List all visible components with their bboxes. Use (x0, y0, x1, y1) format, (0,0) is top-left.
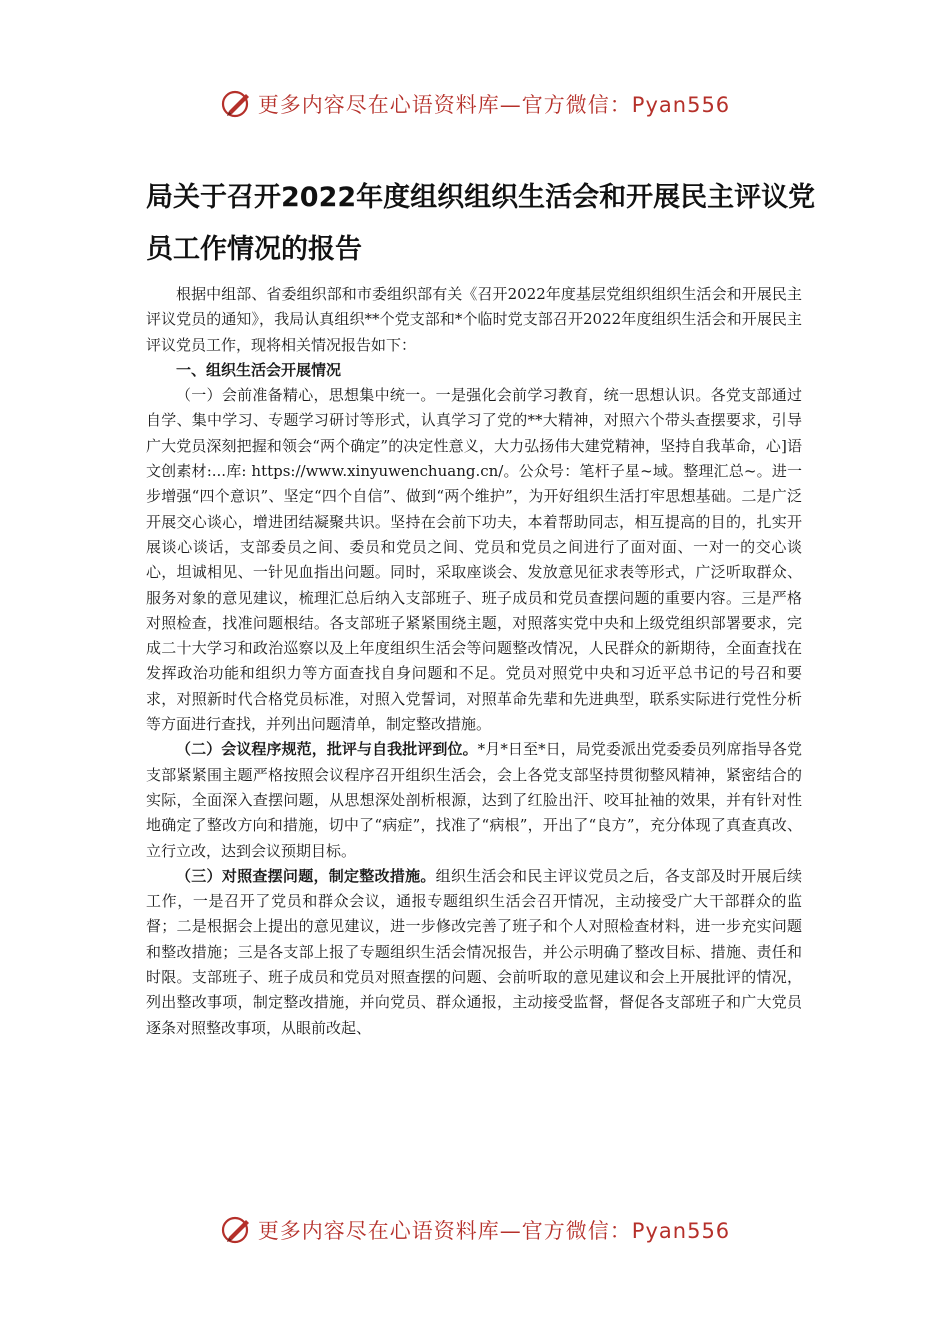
pen-logo-icon (220, 1213, 254, 1247)
subsection-1-text: 一是强化会前学习教育，统一思想认识。各党支部通过自学、集中学习、专题学习研讨等形式，认真学习了党的**大精神，对照六个带头查摆要求，引导广大党员深刻把握和领会“两个确定”的决定性意义，大力弘扬伟大建党精神，坚持自我革命，心]语文创素材:...库: https://www.xinyuwenchuang.cn/。公众号：笔杆子星~域。整理汇总~。进一步增强“四个意识”、坚定“四个自信”、做到“两个维护”，为开好组织生活打牢思想基础。二是广泛开展交心谈心，增进团结凝聚共识。坚持在会前下功夫，本着帮助同志，相互提高的目的，扎实开展谈心谈话，支部委员之间、委员和党员之间、党员和党员之间进行了面对面、一对一的交心谈心，坦诚相见、一针见血指出问题。同时，采取座谈会、发放意见征求表等形式，广泛听取群众、服务对象的意见建议，梳理汇总后纳入支部班子、班子成员和党员查摆问题的重要内容。三是严格对照检查，找准问题根结。各支部班子紧紧围绕主题，对照落实党中央和上级党组织部署要求，完成二十大学习和政治巡察以及上年度组织生活会等问题整改情况，人民群众的新期待，全面查找在发挥政治功能和组织力等方面查找自身问题和不足。党员对照党中央和习近平总书记的号召和要求，对照新时代合格党员标准，对照入党誓词，对照革命先辈和先进典型，联系实际进行党性分析等方面进行查找，并列出问题清单，制定整改措施。 (146, 386, 802, 734)
intro-paragraph: 根据中组部、省委组织部和市委组织部有关《召开2022年度基层党组织组织生活会和开展民主评议党员的通知》，我局认真组织**个党支部和*个临时党支部召开2022年度组织生活会和开展民主评议党员工作，现将相关情况报告如下： (146, 285, 802, 354)
document-body (146, 282, 802, 1041)
document-title: 局关于召开2022年度组织组织生活会和开展民主评议党员工作情况的报告 (146, 182, 816, 265)
section-heading: 一、组织生活会开展情况 (176, 360, 342, 379)
subsection-3-lead: （三）对照查摆问题，制定整改措施。 (176, 866, 436, 885)
subsection-1 (146, 383, 802, 737)
header-banner-text: 更多内容尽在心语资料库—官方微信：Pyan556 (257, 93, 731, 117)
subsection-2-lead: （二）会议程序规范，批评与自我批评到位。 (176, 740, 478, 759)
header-banner (0, 84, 950, 124)
subsection-2-text: *月*日至*日，局党委派出党委委员列席指导各党支部紧紧围主题严格按照会议程序召开组织生活会，会上各党支部坚持贯彻整风精神，紧密结合的实际，全面深入查摆问题，从思想深处剖析根源，达到了红脸出汗、咬耳扯袖的效果，并有针对性地确定了整改方向和措施，切中了“病症”，找准了“病根”，开出了“良方”，充分体现了真查真改、立行立改，达到会议预期目标。 (146, 740, 802, 860)
subsection-1-lead: （一）会前准备精心，思想集中统一。 (176, 386, 436, 405)
footer-banner-text: 更多内容尽在心语资料库—官方微信：Pyan556 (257, 1219, 731, 1243)
subsection-3 (146, 864, 802, 1041)
pen-logo-icon (220, 87, 254, 121)
footer-banner (0, 1210, 950, 1250)
subsection-2 (146, 737, 802, 863)
subsection-3-text: 组织生活会和民主评议党员之后，各支部及时开展后续工作，一是召开了党员和群众会议，通报专题组织生活会召开情况，主动接受广大干部群众的监督；二是根据会上提出的意见建议，进一步修改完善了班子和个人对照检查材料，进一步充实问题和整改措施；三是各支部上报了专题组织生活会情况报告，并公示明确了整改目标、措施、责任和时限。支部班子、班子成员和党员对照查摆的问题、会前听取的意见建议和会上开展批评的情况，列出整改事项，制定整改措施，并向党员、群众通报，主动接受监督，督促各支部班子和广大党员逐条对照整改事项，从眼前改起、 (146, 866, 802, 1037)
